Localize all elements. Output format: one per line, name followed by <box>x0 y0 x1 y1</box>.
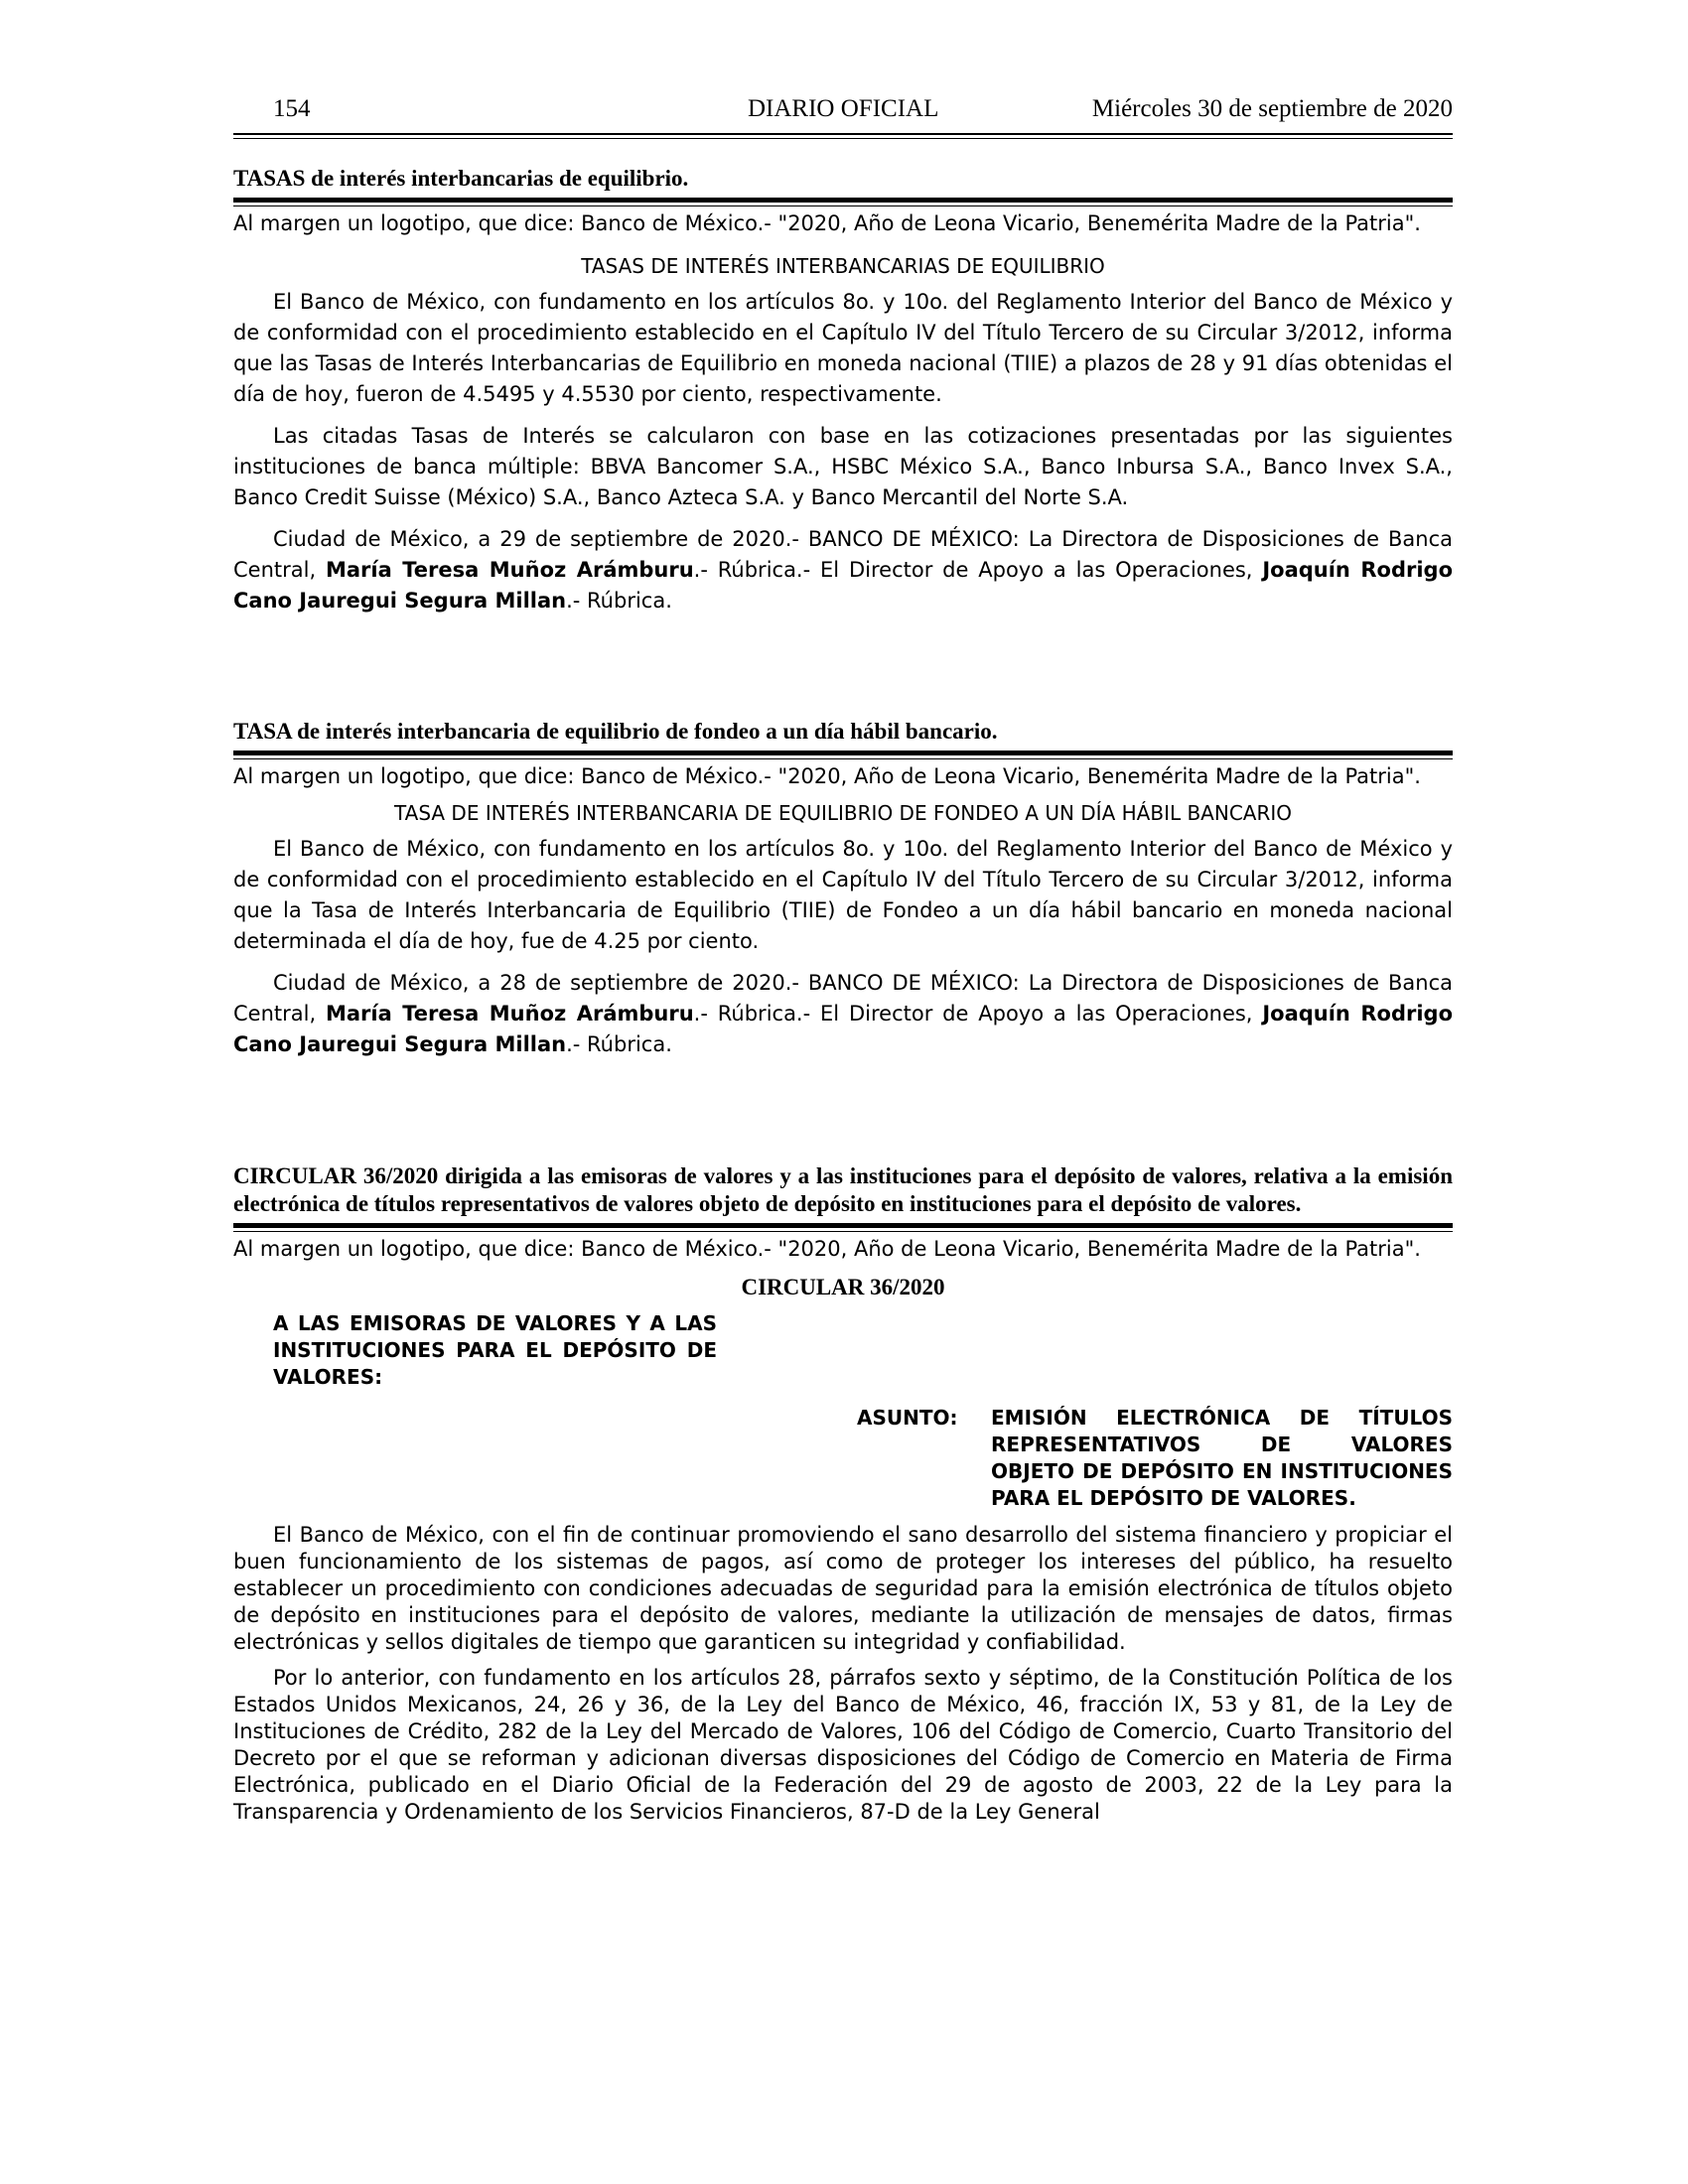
margin-note: Al margen un logotipo, que dice: Banco de México.- "2020, Año de Leona Vicario, Benemérita Madre de la Patria". <box>233 1237 1421 1261</box>
signature-paragraph: Ciudad de México, a 29 de septiembre de 2020.- BANCO DE MÉXICO: La Directora de Disposiciones de Banca Central, María Teresa Muñoz Arámburu.- Rúbrica.- El Director de Apoyo a las Operaciones, Joaquín Rodrigo Cano Jauregui Segura Millan.- Rúbrica. <box>233 527 1453 613</box>
publication-name: DIARIO OFICIAL <box>748 95 939 122</box>
section-title: TASAS de interés interbancarias de equilibrio. <box>233 166 689 191</box>
body-paragraph: El Banco de México, con fundamento en los artículos 8o. y 10o. del Reglamento Interior del Banco de México y de conformidad con el procedimiento establecido en el Capítulo IV del Título Tercero de su Circular 3/2012, informa que la Tasa de Interés Interbancaria de Equilibrio (TIIE) de Fondeo a un día hábil bancario en moneda nacional determinada el día de hoy, fue de 4.25 por ciento. <box>233 837 1453 953</box>
body-paragraph: Las citadas Tasas de Interés se calcularon con base en las cotizaciones presentadas por las siguientes instituciones de banca múltiple: BBVA Bancomer S.A., HSBC México S.A., Banco Inbursa S.A., Banco Invex S.A., Banco Credit Suisse (México) S.A., Banco Azteca S.A. y Banco Mercantil del Norte S.A. <box>233 424 1453 509</box>
signature-paragraph: Ciudad de México, a 28 de septiembre de 2020.- BANCO DE MÉXICO: La Directora de Disposiciones de Banca Central, María Teresa Muñoz Arámburu.- Rúbrica.- El Director de Apoyo a las Operaciones, Joaquín Rodrigo Cano Jauregui Segura Millan.- Rúbrica. <box>233 971 1453 1056</box>
section-circular-36 <box>233 1162 1453 1826</box>
issue-date: Miércoles 30 de septiembre de 2020 <box>1091 95 1453 122</box>
running-header <box>233 95 1453 131</box>
signatory-name: María Teresa Muñoz Arámburu <box>325 558 694 582</box>
subject-block <box>233 1405 1453 1516</box>
title-double-rule <box>233 751 1453 759</box>
subject-label: ASUNTO: <box>857 1406 958 1430</box>
document-page <box>233 0 1453 1826</box>
circular-heading: CIRCULAR 36/2020 <box>741 1275 945 1299</box>
title-double-rule <box>233 1223 1453 1232</box>
section-title: TASA de interés interbancaria de equilibrio de fondeo a un día hábil bancario. <box>233 719 998 744</box>
margin-note: Al margen un logotipo, que dice: Banco de México.- "2020, Año de Leona Vicario, Benemérita Madre de la Patria". <box>233 764 1421 788</box>
margin-note: Al margen un logotipo, que dice: Banco de México.- "2020, Año de Leona Vicario, Benemérita Madre de la Patria". <box>233 211 1421 235</box>
body-paragraph: El Banco de México, con fundamento en los artículos 8o. y 10o. del Reglamento Interior del Banco de México y de conformidad con el procedimiento establecido en el Capítulo IV del Título Tercero de su Circular 3/2012, informa que las Tasas de Interés Interbancarias de Equilibrio en moneda nacional (TIIE) a plazos de 28 y 91 días obtenidas el día de hoy, fueron de 4.5495 y 4.5530 por ciento, respectivamente. <box>233 290 1453 406</box>
header-rule <box>233 133 1453 135</box>
signatory-name: María Teresa Muñoz Arámburu <box>325 1002 694 1025</box>
section-heading: TASA DE INTERÉS INTERBANCARIA DE EQUILIBRIO DE FONDEO A UN DÍA HÁBIL BANCARIO <box>393 801 1293 825</box>
title-double-rule <box>233 198 1453 206</box>
section-tasas-interes <box>233 165 1453 616</box>
body-paragraph: El Banco de México, con el fin de continuar promoviendo el sano desarrollo del sistema financiero y propiciar el buen funcionamiento de los sistemas de pagos, así como de proteger los intereses del público, ha resuelto establecer un procedimiento con condiciones adecuadas de seguridad para la emisión electrónica de títulos objeto de depósito en instituciones para el depósito de valores, mediante la utilización de mensajes de datos, firmas electrónicas y sellos digitales de tiempo que garanticen su integridad y confiabilidad. <box>233 1523 1453 1654</box>
subject-text: EMISIÓN ELECTRÓNICA DE TÍTULOS REPRESENTATIVOS DE VALORES OBJETO DE DEPÓSITO EN INSTITUCIONES PARA EL DEPÓSITO DE VALORES. <box>991 1406 1453 1510</box>
section-title: CIRCULAR 36/2020 dirigida a las emisoras de valores y a las instituciones para el depósito de valores, relativa a la emisión electrónica de títulos representativos de valores objeto de depósito en instituciones para el depósito de valores. <box>233 1163 1453 1216</box>
header-rule-thin <box>233 138 1453 139</box>
section-tasa-fondeo <box>233 718 1453 1060</box>
section-heading: TASAS DE INTERÉS INTERBANCARIAS DE EQUILIBRIO <box>581 254 1105 278</box>
page-number: 154 <box>273 95 311 122</box>
body-paragraph: Por lo anterior, con fundamento en los artículos 28, párrafos sexto y séptimo, de la Constitución Política de los Estados Unidos Mexicanos, 24, 26 y 36, de la Ley del Banco de México, 46, fracción IX, 53 y 81, de la Ley de Instituciones de Crédito, 282 de la Ley del Mercado de Valores, 106 del Código de Comercio, Cuarto Transitorio del Decreto por el que se reforman y adicionan diversas disposiciones del Código de Comercio en Materia de Firma Electrónica, publicado en el Diario Oficial de la Federación del 29 de agosto de 2003, 22 de la Ley para la Transparencia y Ordenamiento de los Servicios Financieros, 87-D de la Ley General <box>233 1666 1453 1824</box>
addressee-block: A LAS EMISORAS DE VALORES Y A LAS INSTITUCIONES PARA EL DEPÓSITO DE VALORES: <box>273 1311 717 1389</box>
signatory-name: Joaquín Rodrigo Cano Jauregui Segura Millan <box>233 558 1453 613</box>
signatory-name: Joaquín Rodrigo Cano Jauregui Segura Millan <box>233 1002 1453 1056</box>
